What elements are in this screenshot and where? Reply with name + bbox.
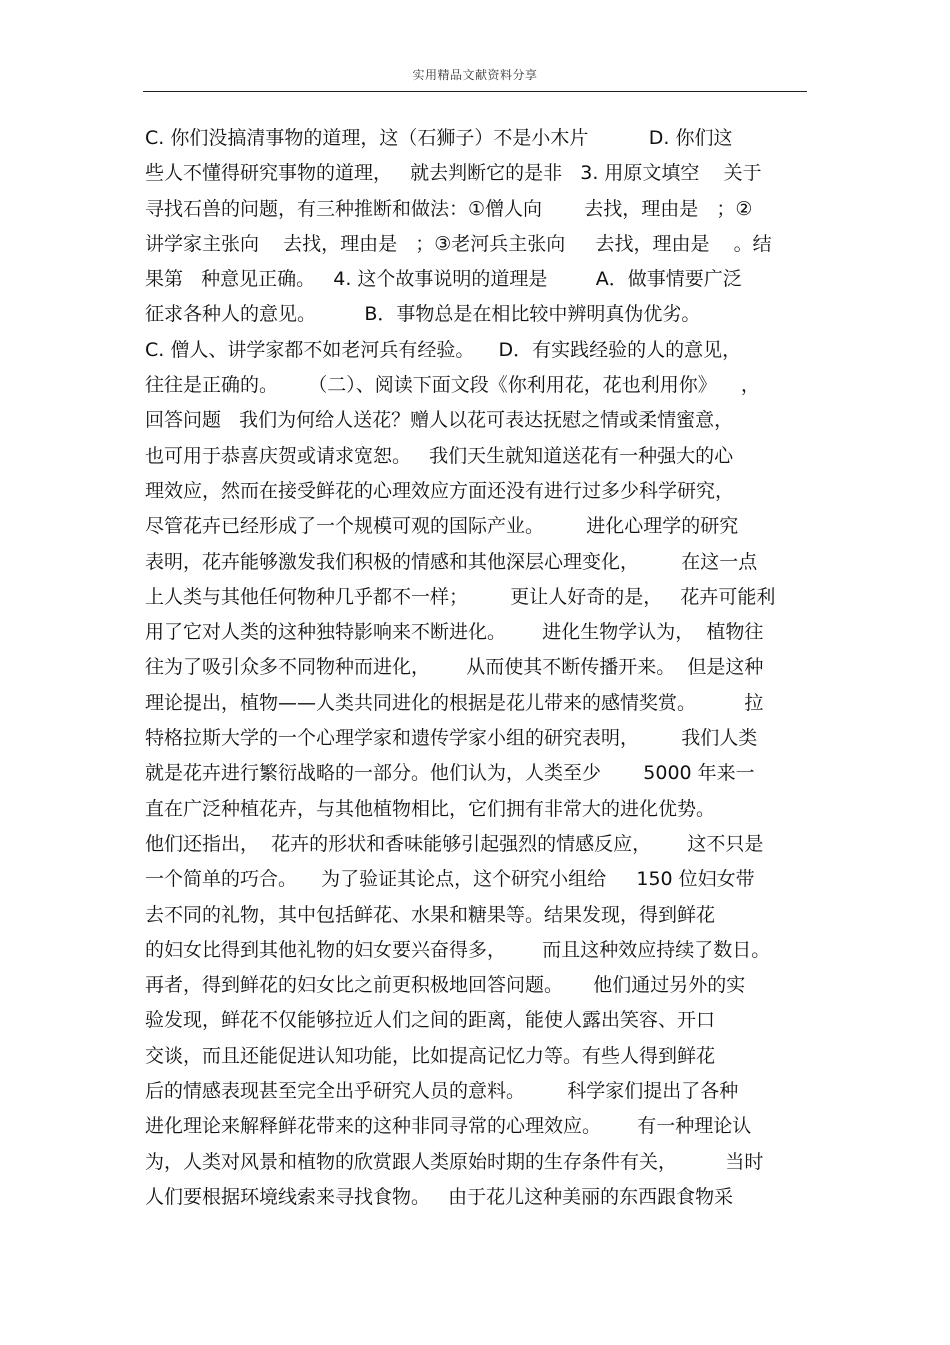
text-line: 回答问题 我们为何给人送花？赠人以花可表达抚慰之情或柔情蜜意， [145,409,734,432]
text-line: 也可用于恭喜庆贺或请求宽恕。 我们天生就知道送花有一种强大的心 [145,444,734,467]
text-line: 一个简单的巧合。 为了验证其论点，这个研究小组给 150 位妇女带 [145,868,755,891]
text-line: 果第 种意见正确。 4. 这个故事说明的道理是 A．做事情要广泛 [145,268,742,291]
text-line: 些人不懂得研究事物的道理， 就去判断它的是非 3. 用原文填空 关于 [145,162,762,185]
text-line: 尽管花卉已经形成了一个规模可观的国际产业。 进化心理学的研究 [145,515,739,538]
text-line: 往为了吸引众多不同物种而进化， 从而使其不断传播开来。 但是这种 [145,656,764,679]
text-line: 进化理论来解释鲜花带来的这种非同寻常的心理效应。 有一种理论认 [145,1115,752,1138]
text-line: 寻找石兽的问题，有三种推断和做法：①僧人向 去找，理由是 ；② [145,197,753,220]
text-line: 理效应，然而在接受鲜花的心理效应方面还没有进行过多少科学研究， [145,479,735,502]
text-line: 往往是正确的。 （二）、阅读下面文段《你利用花，花也利用你》 ， [145,374,760,397]
text-line: C. 僧人、讲学家都不如老河兵有经验。 D．有实践经验的人的意见， [145,338,742,361]
text-line: 表明，花卉能够激发我们积极的情感和其他深层心理变化， 在这一点 [145,550,758,573]
text-line: C. 你们没搞清事物的道理，这（石狮子）不是小木片 D. 你们这 [145,127,733,149]
text-line: 用了它对人类的这种独特影响来不断进化。 进化生物学认为， 植物往 [145,621,764,644]
text-line: 验发现，鲜花不仅能够拉近人们之间的距离，能使人露出笑容、开口 [145,1009,716,1032]
text-line: 上人类与其他任何物种几乎都不一样； 更让人好奇的是， 花卉可能利 [145,585,776,608]
text-line: 直在广泛种植花卉，与其他植物相比，它们拥有非常大的进化优势。 [145,797,716,820]
text-line: 交谈，而且还能促进认知功能，比如提高记忆力等。有些人得到鲜花 [145,1044,716,1067]
text-line: 的妇女比得到其他礼物的妇女要兴奋得多， 而且这种效应持续了数日。 [145,938,771,961]
page-header: 实用精品文献资料分享 [412,68,538,82]
text-line: 去不同的礼物，其中包括鲜花、水果和糖果等。结果发现，得到鲜花 [145,903,716,926]
text-line: 特格拉斯大学的一个心理学家和遗传学家小组的研究表明， 我们人类 [145,727,758,750]
document-body [145,121,825,1215]
text-line: 后的情感表现甚至完全出乎研究人员的意料。 科学家们提出了各种 [145,1080,739,1103]
text-line: 理论提出，植物——人类共同进化的根据是花儿带来的感情奖赏。 拉 [145,691,764,714]
header-divider [143,91,807,92]
text-line: 他们还指出， 花卉的形状和香味能够引起强烈的情感反应， 这不只是 [145,832,764,855]
text-line: 再者，得到鲜花的妇女比之前更积极地回答问题。 他们通过另外的实 [145,974,746,997]
text-line: 就是花卉进行繁衍战略的一部分。他们认为，人类至少 5000 年来一 [145,762,755,785]
text-line: 讲学家主张向 去找，理由是 ；③老河兵主张向 去找，理由是 。结 [145,232,772,255]
text-line: 征求各种人的意见。 B．事物总是在相比较中辨明真伪优劣。 [145,303,701,326]
text-line: 为，人类对风景和植物的欣赏跟人类原始时期的生存条件有关， 当时 [145,1150,764,1173]
text-line: 人们要根据环境线索来寻找食物。 由于花儿这种美丽的东西跟食物采 [145,1185,734,1208]
